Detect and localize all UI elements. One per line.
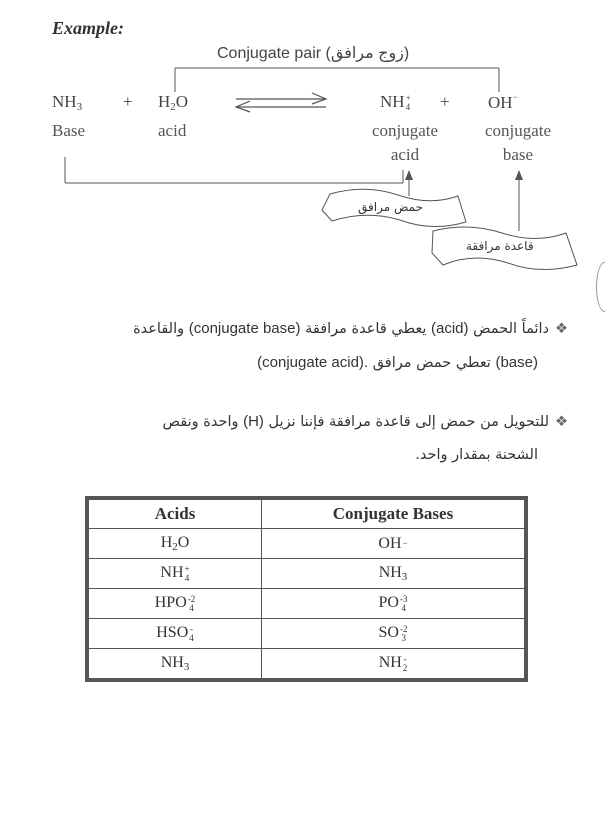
table-header-row xyxy=(89,500,525,529)
table-row xyxy=(89,529,525,559)
acid-cell: H2O xyxy=(89,529,262,559)
reactant-h2o: $H_2O$ xyxy=(158,92,189,113)
acid-cell: HSO - 4 xyxy=(89,619,262,649)
conjugate-acid-label-1: conjugate xyxy=(371,121,439,140)
header-conjugate-bases: Conjugate Bases xyxy=(262,500,525,529)
bullet-paragraph-1 xyxy=(48,312,568,380)
conjugate-base-label-2: base xyxy=(502,145,534,164)
reactant-nh3: $NH_3$ xyxy=(52,92,83,113)
table-row xyxy=(89,559,525,589)
conjugate-base-cell: SO -2 3 xyxy=(262,619,525,649)
acids-bases-table xyxy=(88,499,525,679)
arrow-up-icon xyxy=(405,170,413,180)
product-oh: OH− xyxy=(488,92,518,112)
bullet-paragraph-2 xyxy=(48,405,568,472)
acid-cell: HPO -2 4 xyxy=(89,589,262,619)
table-row xyxy=(89,619,525,649)
plus-sign-2: + xyxy=(440,92,450,111)
table-row xyxy=(89,649,525,679)
bullet-1-line-2: (base) تعطي حمض مرافق (conjugate acid). xyxy=(257,354,538,371)
equilibrium-arrow-icon xyxy=(236,93,326,112)
plus-sign-1: + xyxy=(123,92,133,111)
bullet-1-line-1: ❖دائماً الحمض (acid) يعطي قاعدة مرافقة (conjugate base) والقاعدة xyxy=(133,320,568,337)
conjugate-base-cell: PO -3 4 xyxy=(262,589,525,619)
diamond-bullet-icon: ❖ xyxy=(555,321,568,337)
conjugate-pair-label: Conjugate pair (زوج مرافق) xyxy=(217,45,410,62)
acid-cell: NH3 xyxy=(89,649,262,679)
conjugate-base-cell: NH - 2 xyxy=(262,649,525,679)
conjugate-acid-arabic: حمض مرافق xyxy=(358,200,423,214)
header-acids: Acids xyxy=(89,500,262,529)
conjugate-acid-label-2: acid xyxy=(390,145,420,164)
acid-label: acid xyxy=(158,121,187,140)
conjugate-base-cell: OH − xyxy=(262,529,525,559)
bullet-2-line-1: ❖للتحويل من حمض إلى قاعدة مرافقة فإننا نزيل (H) واحدة ونقص xyxy=(162,413,568,430)
page-edge-mark xyxy=(596,262,605,312)
conjugate-base-arabic: قاعدة مرافقة xyxy=(466,239,534,253)
base-label: Base xyxy=(52,121,86,140)
conjugate-base-cell: NH3 xyxy=(262,559,525,589)
conjugate-base-label-1: conjugate xyxy=(484,121,552,140)
table-row xyxy=(89,589,525,619)
example-heading: Example: xyxy=(52,18,124,38)
acid-cell: NH + 4 xyxy=(89,559,262,589)
diamond-bullet-icon: ❖ xyxy=(555,414,568,430)
arrow-up-icon xyxy=(515,170,523,180)
bullet-2-line-2: الشحنة بمقدار واحد. xyxy=(415,447,538,463)
product-nh4: NH + 4 xyxy=(380,92,411,113)
